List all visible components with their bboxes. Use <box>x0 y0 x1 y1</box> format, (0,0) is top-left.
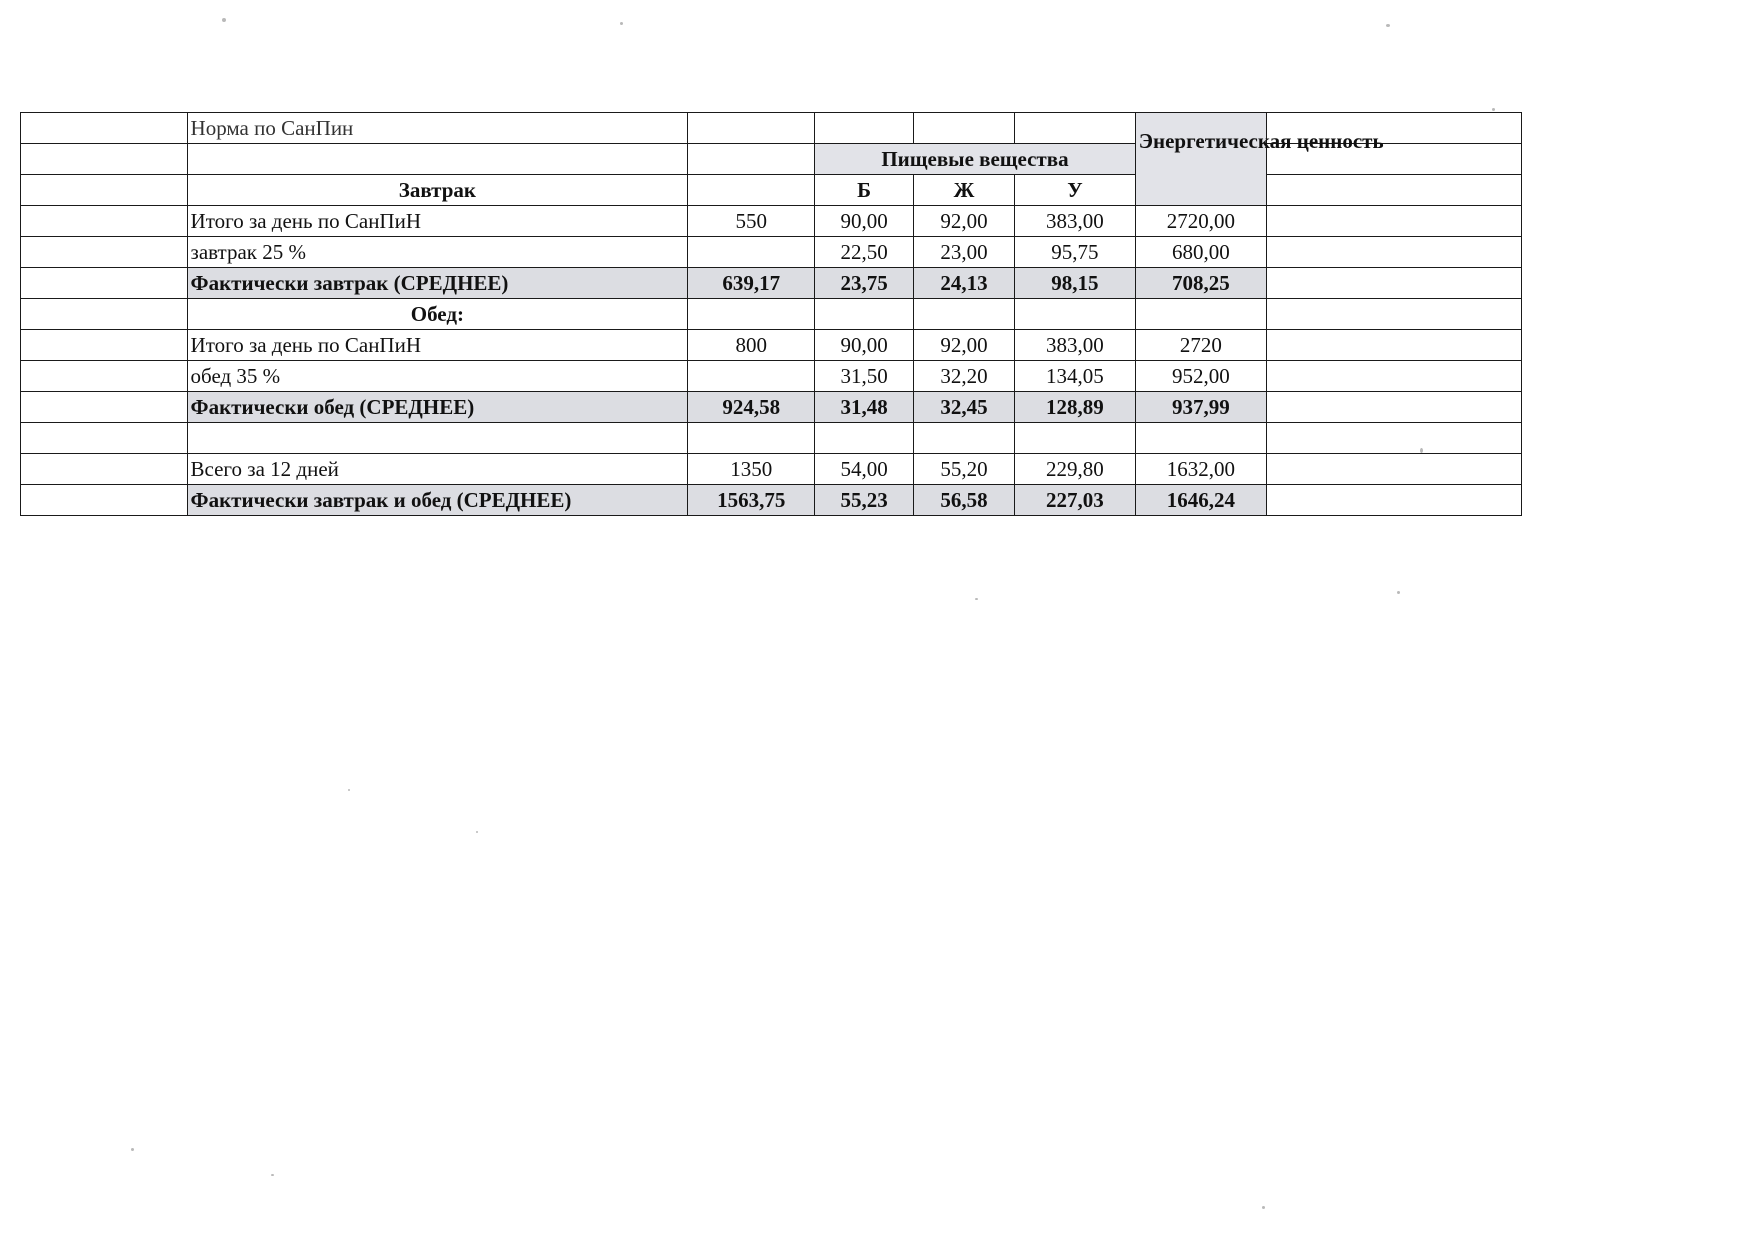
blank-cell <box>688 299 815 330</box>
row-qty: 1350 <box>688 454 815 485</box>
row-b: 31,50 <box>815 361 914 392</box>
blank-cell <box>21 237 188 268</box>
row-energy: 952,00 <box>1135 361 1266 392</box>
section-lunch-title: Обед: <box>187 299 688 330</box>
scan-speck <box>975 598 978 600</box>
row-energy: 680,00 <box>1135 237 1266 268</box>
row-label: Фактически обед (СРЕДНЕЕ) <box>187 392 688 423</box>
row-b: 90,00 <box>815 206 914 237</box>
header-row-3 <box>21 175 1522 206</box>
row-u: 227,03 <box>1015 485 1136 516</box>
blank-cell <box>1266 361 1521 392</box>
blank-cell <box>815 423 914 454</box>
scan-speck <box>348 789 350 791</box>
row-energy: 2720 <box>1135 330 1266 361</box>
blank-cell <box>1266 237 1521 268</box>
table-row <box>21 330 1522 361</box>
table-row <box>21 361 1522 392</box>
row-u: 128,89 <box>1015 392 1136 423</box>
row-qty: 639,17 <box>688 268 815 299</box>
header-row-1 <box>21 113 1522 144</box>
col-header-b: Б <box>815 175 914 206</box>
row-f: 32,20 <box>914 361 1015 392</box>
nutrition-norm-table <box>20 112 1522 516</box>
blank-cell <box>1015 423 1136 454</box>
section-row <box>21 299 1522 330</box>
scan-speck <box>1397 591 1400 594</box>
scan-speck <box>1386 24 1390 27</box>
row-b: 23,75 <box>815 268 914 299</box>
blank-cell <box>914 423 1015 454</box>
energy-header-cell <box>1135 113 1384 206</box>
blank-cell <box>1015 113 1136 144</box>
row-label: Фактически завтрак и обед (СРЕДНЕЕ) <box>187 485 688 516</box>
blank-cell <box>1266 299 1521 330</box>
blank-cell <box>21 423 188 454</box>
energy-header-text: Энергетическая ценность <box>1138 129 1384 153</box>
blank-cell <box>815 299 914 330</box>
blank-cell <box>1266 175 1521 206</box>
blank-cell <box>21 454 188 485</box>
row-b: 90,00 <box>815 330 914 361</box>
blank-cell <box>1266 206 1521 237</box>
row-label: Фактически завтрак (СРЕДНЕЕ) <box>187 268 688 299</box>
blank-cell <box>1135 423 1266 454</box>
empty-row <box>21 423 1522 454</box>
scan-speck <box>131 1148 134 1151</box>
blank-cell <box>21 206 188 237</box>
table-row-summary <box>21 485 1522 516</box>
nutrients-header: Пищевые вещества <box>815 144 1136 175</box>
row-qty: 550 <box>688 206 815 237</box>
row-f: 24,13 <box>914 268 1015 299</box>
row-label: Итого за день по СанПиН <box>187 206 688 237</box>
blank-cell <box>1266 392 1521 423</box>
row-energy: 937,99 <box>1135 392 1266 423</box>
row-f: 56,58 <box>914 485 1015 516</box>
row-energy: 1646,24 <box>1135 485 1266 516</box>
row-u: 134,05 <box>1015 361 1136 392</box>
blank-cell <box>21 485 188 516</box>
blank-cell <box>688 113 815 144</box>
row-f: 32,45 <box>914 392 1015 423</box>
table-row <box>21 206 1522 237</box>
blank-cell <box>1015 299 1136 330</box>
blank-cell <box>688 144 815 175</box>
row-qty <box>688 237 815 268</box>
row-u: 98,15 <box>1015 268 1136 299</box>
blank-cell <box>1266 330 1521 361</box>
blank-cell <box>1266 423 1521 454</box>
scan-speck <box>1492 108 1495 111</box>
row-f: 92,00 <box>914 330 1015 361</box>
col-header-f: Ж <box>914 175 1015 206</box>
col-header-u: У <box>1015 175 1136 206</box>
row-u: 383,00 <box>1015 206 1136 237</box>
blank-cell <box>1266 485 1521 516</box>
blank-cell <box>1266 268 1521 299</box>
row-u: 383,00 <box>1015 330 1136 361</box>
row-b: 55,23 <box>815 485 914 516</box>
scan-speck <box>620 22 623 25</box>
blank-cell <box>187 423 688 454</box>
row-label: Итого за день по СанПиН <box>187 330 688 361</box>
row-b: 22,50 <box>815 237 914 268</box>
blank-cell <box>1135 299 1266 330</box>
row-b: 31,48 <box>815 392 914 423</box>
row-energy: 1632,00 <box>1135 454 1266 485</box>
scan-speck <box>1262 1206 1265 1209</box>
row-u: 229,80 <box>1015 454 1136 485</box>
table-row-summary <box>21 392 1522 423</box>
row-label: Всего за 12 дней <box>187 454 688 485</box>
blank-cell <box>1266 454 1521 485</box>
blank-cell <box>21 392 188 423</box>
blank-cell <box>187 144 688 175</box>
blank-cell <box>21 361 188 392</box>
row-energy: 2720,00 <box>1135 206 1266 237</box>
section-breakfast-title: Завтрак <box>187 175 688 206</box>
blank-cell <box>688 423 815 454</box>
row-qty: 800 <box>688 330 815 361</box>
scan-speck <box>271 1174 274 1176</box>
blank-cell <box>815 113 914 144</box>
row-qty: 924,58 <box>688 392 815 423</box>
blank-cell <box>21 299 188 330</box>
table-row <box>21 237 1522 268</box>
blank-cell <box>688 175 815 206</box>
blank-cell <box>914 113 1015 144</box>
scan-speck <box>476 831 478 833</box>
row-f: 92,00 <box>914 206 1015 237</box>
row-f: 55,20 <box>914 454 1015 485</box>
row-u: 95,75 <box>1015 237 1136 268</box>
row-qty <box>688 361 815 392</box>
blank-cell <box>21 175 188 206</box>
blank-cell <box>21 330 188 361</box>
table-row-summary <box>21 268 1522 299</box>
norm-title: Норма по СанПин <box>187 113 688 144</box>
row-qty: 1563,75 <box>688 485 815 516</box>
row-label: завтрак 25 % <box>187 237 688 268</box>
row-energy: 708,25 <box>1135 268 1266 299</box>
blank-cell <box>21 113 188 144</box>
row-b: 54,00 <box>815 454 914 485</box>
blank-cell <box>21 268 188 299</box>
row-label: обед 35 % <box>187 361 688 392</box>
scan-speck <box>222 18 226 22</box>
blank-cell <box>914 299 1015 330</box>
table-row <box>21 454 1522 485</box>
blank-cell <box>21 144 188 175</box>
row-f: 23,00 <box>914 237 1015 268</box>
